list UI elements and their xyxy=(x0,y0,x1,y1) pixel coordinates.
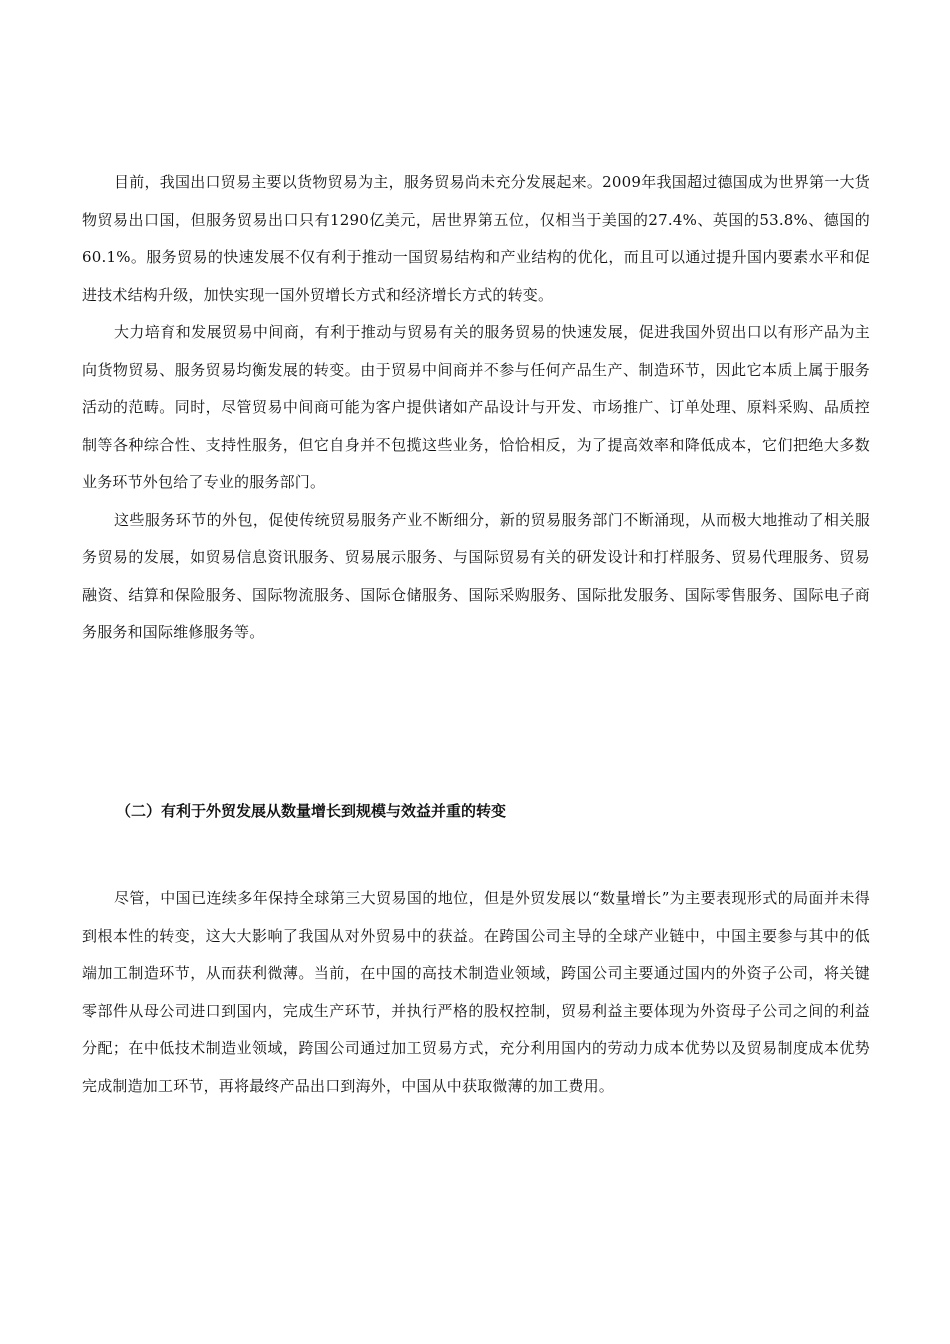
section-heading-block xyxy=(82,799,870,823)
paragraph-outsourcing: 这些服务环节的外包，促使传统贸易服务产业不断细分，新的贸易服务部门不断涌现，从而极大地推动了相关服务贸易的发展，如贸易信息资讯服务、贸易展示服务、与国际贸易有关的研发设计和打样服务、贸易代理服务、贸易融资、结算和保险服务、国际物流服务、国际仓储服务、国际采购服务、国际批发服务、国际零售服务、国际电子商务服务和国际维修服务等。 xyxy=(82,510,870,641)
paragraph-trade-intermediaries: 大力培育和发展贸易中间商，有利于推动与贸易有关的服务贸易的快速发展，促进我国外贸出口以有形产品为主向货物贸易、服务贸易均衡发展的转变。由于贸易中间商并不参与任何产品生产、制造环节，因此它本质上属于服务活动的范畴。同时，尽管贸易中间商可能为客户提供诸如产品设计与开发、市场推广、订单处理、原料采购、品质控制等各种综合性、支持性服务，但它自身并不包揽这些业务，恰恰相反，为了提高效率和降低成本，它们把绝大多数业务环节外包给了专业的服务部门。 xyxy=(82,323,870,491)
paragraph-service-trade-status: 目前，我国出口贸易主要以货物贸易为主，服务贸易尚未充分发展起来。2009年我国超过德国成为世界第一大货物贸易出口国，但服务贸易出口只有1290亿美元，居世界第五位，仅相当于美国的27.4%、英国的53.8%、德国的60.1%。服务贸易的快速发展不仅有利于推动一国贸易结构和产业结构的优化，而且可以通过提升国内要素水平和促进技术结构升级，加快实现一国外贸增长方式和经济增长方式的转变。 xyxy=(82,173,870,304)
section-heading: （二）有利于外贸发展从数量增长到规模与效益并重的转变 xyxy=(116,802,507,820)
body-text-bottom xyxy=(82,880,870,1105)
body-text-top xyxy=(82,164,870,652)
paragraph-quantity-growth: 尽管，中国已连续多年保持全球第三大贸易国的地位，但是外贸发展以“数量增长”为主要表现形式的局面并未得到根本性的转变，这大大影响了我国从对外贸易中的获益。在跨国公司主导的全球产业链中，中国主要参与其中的低端加工制造环节，从而获利微薄。当前，在中国的高技术制造业领域，跨国公司主要通过国内的外资子公司，将关键零部件从母公司进口到国内，完成生产环节，并执行严格的股权控制，贸易利益主要体现为外资母子公司之间的利益分配；在中低技术制造业领域，跨国公司通过加工贸易方式，充分利用国内的劳动力成本优势以及贸易制度成本优势完成制造加工环节，再将最终产品出口到海外，中国从中获取微薄的加工费用。 xyxy=(82,889,870,1095)
